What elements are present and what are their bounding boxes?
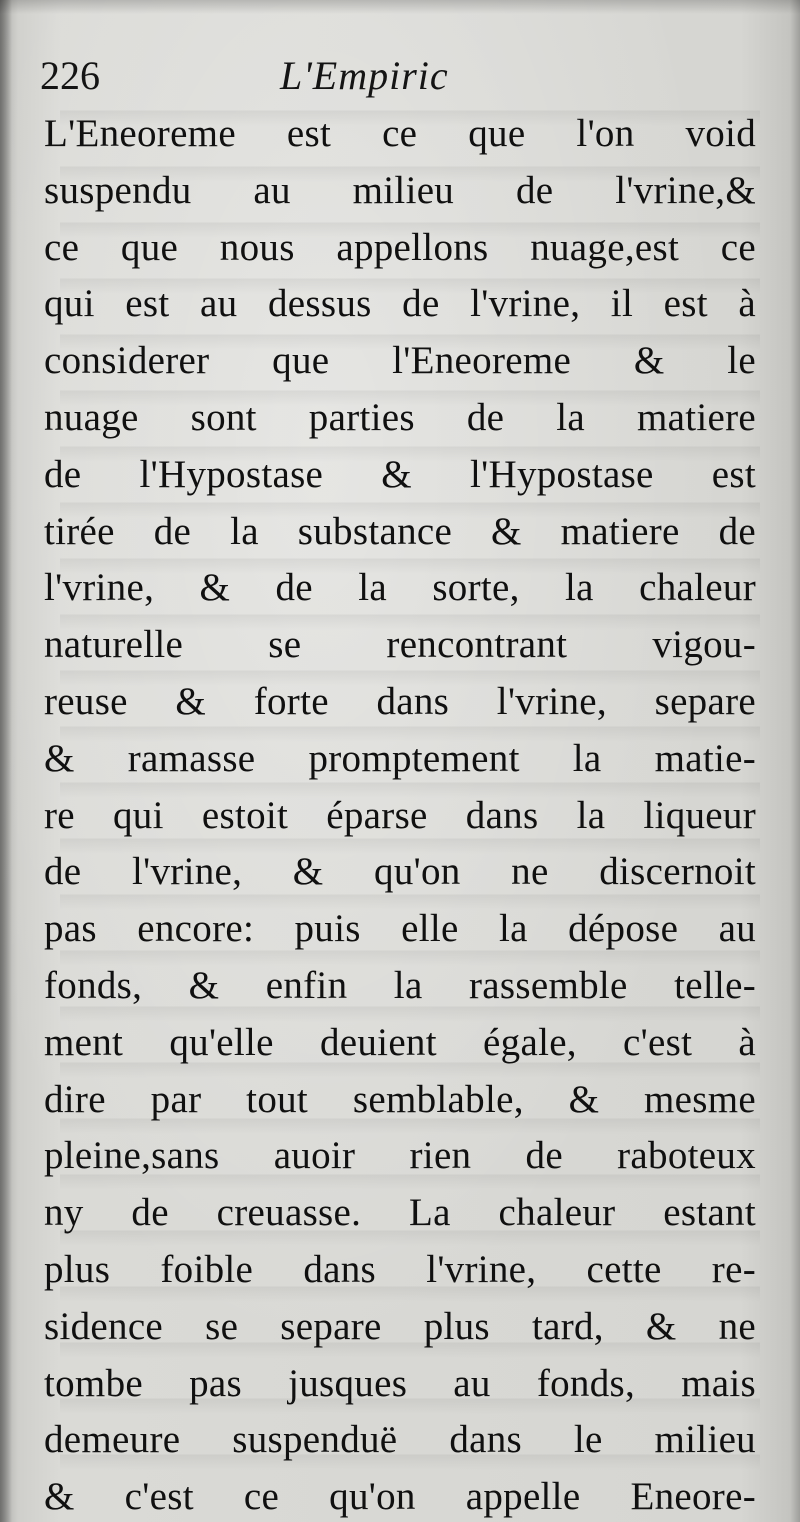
body-text — [44, 106, 756, 1522]
text-line: ny de creuasse. La chaleur estant — [44, 1191, 756, 1235]
text-line: tirée de la substance & matiere de — [44, 509, 756, 553]
page-header — [40, 48, 760, 108]
text-line: ce que nous appellons nuage,est ce — [44, 225, 756, 269]
text-line: plus foible dans l'vrine, cette re- — [44, 1247, 756, 1291]
text-line: demeure suspenduë dans le milieu — [44, 1418, 756, 1462]
text-line: qui est au dessus de l'vrine, il est à — [44, 282, 756, 326]
text-line: suspendu au milieu de l'vrine,& — [44, 168, 756, 212]
text-line: l'vrine, & de la sorte, la chaleur — [44, 566, 756, 610]
text-line: pleine,sans auoir rien de raboteux — [44, 1134, 756, 1178]
text-line: de l'vrine, & qu'on ne discernoit — [44, 850, 756, 894]
text-line: dire par tout semblable, & mesme — [44, 1077, 756, 1121]
text-line: tombe pas jusques au fonds, mais — [44, 1361, 756, 1405]
text-line: de l'Hypostase & l'Hypostase est — [44, 452, 756, 496]
text-line: re qui estoit éparse dans la liqueur — [44, 793, 756, 837]
text-line: ment qu'elle deuient égale, c'est à — [44, 1020, 756, 1064]
page-number: 226 — [40, 53, 100, 98]
text-line: pas encore: puis elle la dépose au — [44, 907, 756, 951]
text-line: & c'est ce qu'on appelle Eneore- — [44, 1475, 756, 1519]
text-line: considerer que l'Eneoreme & le — [44, 339, 756, 383]
running-head: L'Empiric — [280, 53, 449, 98]
text-line: fonds, & enfin la rassemble telle- — [44, 963, 756, 1007]
text-line: & ramasse promptement la matie- — [44, 736, 756, 780]
text-line: sidence se separe plus tard, & ne — [44, 1304, 756, 1348]
text-line: nuage sont parties de la matiere — [44, 395, 756, 439]
text-line: reuse & forte dans l'vrine, separe — [44, 679, 756, 723]
text-line: naturelle se rencontrant vigou- — [44, 623, 756, 667]
text-line: L'Eneoreme est ce que l'on void — [44, 112, 756, 155]
